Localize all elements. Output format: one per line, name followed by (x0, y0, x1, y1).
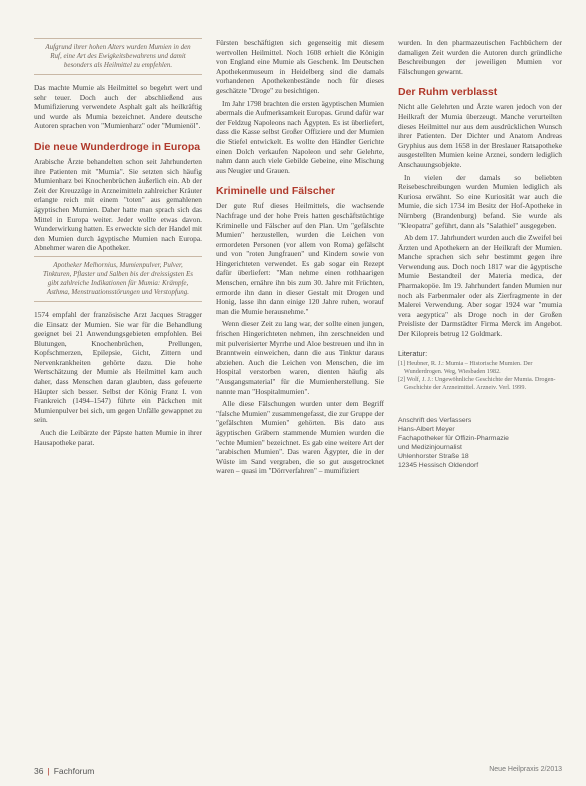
section-heading-wunderdroge: Die neue Wunderdroge in Europa (34, 140, 201, 153)
literature-heading: Literatur: (398, 348, 428, 358)
body-paragraph: Auch die Leibärzte der Päpste hatten Mumie in ihrer Hausapotheke parat. (34, 428, 202, 447)
address-line: Uhlenhorster Straße 18 (398, 452, 469, 460)
body-paragraph: In vielen der damals so beliebten Reisebeschreibungen wurden Mumien lediglich als Kuriosa erwähnt. So eine Kuriosität war auch die Mumie, die sich 1734 im Besitz der Hof-Apotheke in Nürnberg (Brandenburg) befand. Sie wurde als "Kleopatra" geführt, dann als "Salathiel" ausgegeben. (398, 172, 562, 230)
footer-separator: | (47, 766, 50, 776)
address-line: 12345 Hessisch Oldendorf (398, 461, 479, 469)
body-paragraph: Ab dem 17. Jahrhundert wurden auch die Zweifel bei Ärzten und Apothekern an der Heilkraft der Mumien. Manche sprachen sich sehr bestimmt gegen ihre Verwendung aus. Doch noch 1817 war die ägyptische Mumie Bestandteil der Materia medica, der Pharmakopöe. Im 19. Jahrhundert fanden Mumien nur noch als Farbenmaler oder als Zierfragmente in der Malerei Verwendung. Aber sogar 1924 war "mumia vera aegyptica" als Droge noch in der Großen Preisliste der Darmstädter Firma Merck im Angebot. Der Kilopreis betrug 12 Goldmark. (398, 233, 562, 339)
author-address (398, 416, 562, 470)
image-caption-middle: Apotheker Melhornius, Mumienpulver, Pulver, Tinkturen, Pflaster und Salben bis der dreissigsten Es gibt zahlreiche Indikationen für Mumia: Krämpfe, Asthma, Menstruationsstörungen und Verstopfung. (34, 256, 202, 302)
issue-label: Neue Heilpraxis 2/2013 (489, 766, 562, 773)
address-line: Fachapotheker für Offizin-Pharmazie (398, 434, 509, 442)
body-paragraph: Fürsten beschäftigten sich gegenseitig mit diesem wertvollen Heilmittel. Noch 1608 erhielt die Königin von England eine Mumie als Geschenk. Im Deutschen Apothekenmuseum in Heidelberg sind die damals vorhandenen Apothekenbestände noch für dieses geschätzte "Droge" zu besichtigen. (216, 38, 384, 95)
section-name: Fachforum (53, 766, 95, 776)
literature-entry: [2] Wolf, J. J.: Ungewöhnliche Geschichte der Mumia. Drogen-Geschichte der Arzneimittel. Arzneiv. Verl. 1999. (398, 375, 556, 391)
column-1 (34, 38, 202, 450)
page-number: 36 (34, 766, 44, 776)
body-paragraph: Im Jahr 1798 brachten die ersten ägyptischen Mumien abermals die Aufmerksamkeit Europas. Grund dafür war der Feldzug Napoleons nach Ägypten. Es ist überliefert, dass die Kasse selbst Großer Offiziere und der Mumien die Stiefel entwickelt. Es wollte den Händler Gerichte einen Dolch verkaufen Napoleon und sehr Gelehrte, nahm dann auch viele Gebilde Gebeine, eine Mischung aus Neugier und Grauen. (216, 98, 384, 175)
body-paragraph: Nicht alle Gelehrten und Ärzte waren jedoch von der Heilkraft der Mumia überzeugt. Manche verurteilten dieses Heilmittel nur aus dem ausdrücklichen Wunsch ihrer Patienten. Der Dichter und Anatom Andreas Gryphius aus dem 1658 in der Breslauer Ratsapotheke ausgestellten Mumien keine Arznei, sondern lediglich Anschauungsobjekte. (398, 102, 562, 169)
literature-entry: [1] Heubner, R. J.: Mumia – Historische Mumien. Der Wunderdrogen. Weg, Wiesbaden 1982. (398, 359, 533, 375)
body-paragraph: Alle diese Fälschungen wurden unter dem Begriff "falsche Mumien" zusammengefasst, die zur Gruppe der "gefälschten Mumien" gehörten. Bis dato aus ägyptischen Gräbern stammende Mumien wurden die "echte Mumien" bezeichnet. Es gab eine weitere Art der "arabischen Mumien". Das waren Ägypter, die in der Wüste im Sand vergraben, die so gut ausgetrocknet waren – quasi im "Dörrverfahren" – mumifiziert (216, 399, 384, 476)
body-paragraph: Wenn dieser Zeit zu lang war, der sollte einen jungen, frischen Hingerichteten nehmen, ihn zerschneiden und mit pulverisierter Myrrhe und Aloe bestreuen und ihn in Branntwein einweichen, dann die aus Tinktur daraus abziehen. Auch die Leichen von Menschen, die im Hospital verstorben waren, dienten häufig als "Ausgangsmaterial" für die Mumienherstellung. Sie nannte man "Hospitalmumien". (216, 319, 384, 396)
column-2 (216, 38, 384, 479)
section-heading-ruhm: Der Ruhm verblasst (398, 86, 498, 99)
body-paragraph: Arabische Ärzte behandelten schon seit Jahrhunderten ihre Patienten mit "Mumia". Sie setzten sich häufig Mumienharz bei Knochenbrüchen äußerlich ein. Ab der Zeit der Kreuzzüge in Arzneimitteln zahlreicher Kräuter erlangte reich mit einem "toten" aus gemahlenen ägyptischen Mumien. Daher hatte man sprach sich das Mittel in Europa weiter. Jeder wollte etwas davon. Wunderwirkung hatten. Es erweckte sich der Handel mit den Mumien durch ägyptische Mumien nach Europa. Abnehmer waren die Apotheker. (34, 156, 202, 253)
body-paragraph: Das machte Mumie als Heilmittel so begehrt wert und sehr teuer. Doch auch der abschließend aus Mumifizierung verwendete Asphalt galt als heilkräftig und wurde als Mumia bezeichnet. Andere deutsche Autoren sprachen von "Mumienharz" oder "Mumienöl". (34, 83, 202, 131)
footer-left (34, 766, 94, 776)
body-paragraph: Der gute Ruf dieses Heilmittels, die wachsende Nachfrage und der hohe Preis hatten geschäftstüchtige Kriminelle und Fälscher auf den Plan. Um "gefälschte Mumien" herzustellen, wurden die Leichen von ermordeten Personen (vor allem von Roma) gefälscht und von "roten Jungfrauen" und Kindern sowie von Hingerichteten verwendet. Es gab sogar ein Rezept dafür überliefert: "Man nehme einen rothhaarigen Menschen, ernähre ihn bis zum 30. Jahre mit Früchten, ermorde ihn dann in dieser Gestalt mit Drogen und Honig, lasse ihn dann einige 120 Jahre ruhen, worauf man die Mumie herausnehme." (216, 201, 384, 316)
image-caption-top: Aufgrund ihrer hohen Alters wurden Mumien in den Ruf, eine Art des Ewigkeitsbewahrens und damit besonders als Heilmittel zu empfehlen. (34, 38, 202, 75)
body-paragraph: 1574 empfahl der französische Arzt Jacques Stragger die Einsatz der Mumien. Sie war für die Behandlung geeignet bei 21 Anwendungsgebieten empfohlen. Bei Blutungen, Knochenbrüchen, Prellungen, Kopfschmerzen, Epilepsie, Gicht, Zittern und Nervenkrankheiten gehörte dazu. Die hohe Wertschätzung der Mumie als Heilmittel kam auch daher, dass Menschen daran glaubten, dass gefeuerte Häupter sich besser. Selbst der König Franz I. von Frankreich (1494–1547) führte ein Päckchen mit Mumienpulver bei sich, um gegen Unfälle gewappnet zu sein. (34, 309, 202, 425)
section-heading-kriminelle: Kriminelle und Fälscher (216, 185, 336, 198)
address-title: Anschrift des Verfassers (398, 416, 472, 424)
address-name: Hans-Albert Meyer (398, 425, 455, 433)
address-line: und Medizinjournalist (398, 443, 462, 451)
column-3 (398, 38, 562, 470)
body-paragraph: wurden. In den pharmazeutischen Fachbüchern der damaligen Zeit wurden die Autoren durch gründliche Beschreibungen der jeweiligen Mumien vor Fälschungen gewarnt. (398, 38, 562, 76)
page-footer (34, 766, 562, 778)
